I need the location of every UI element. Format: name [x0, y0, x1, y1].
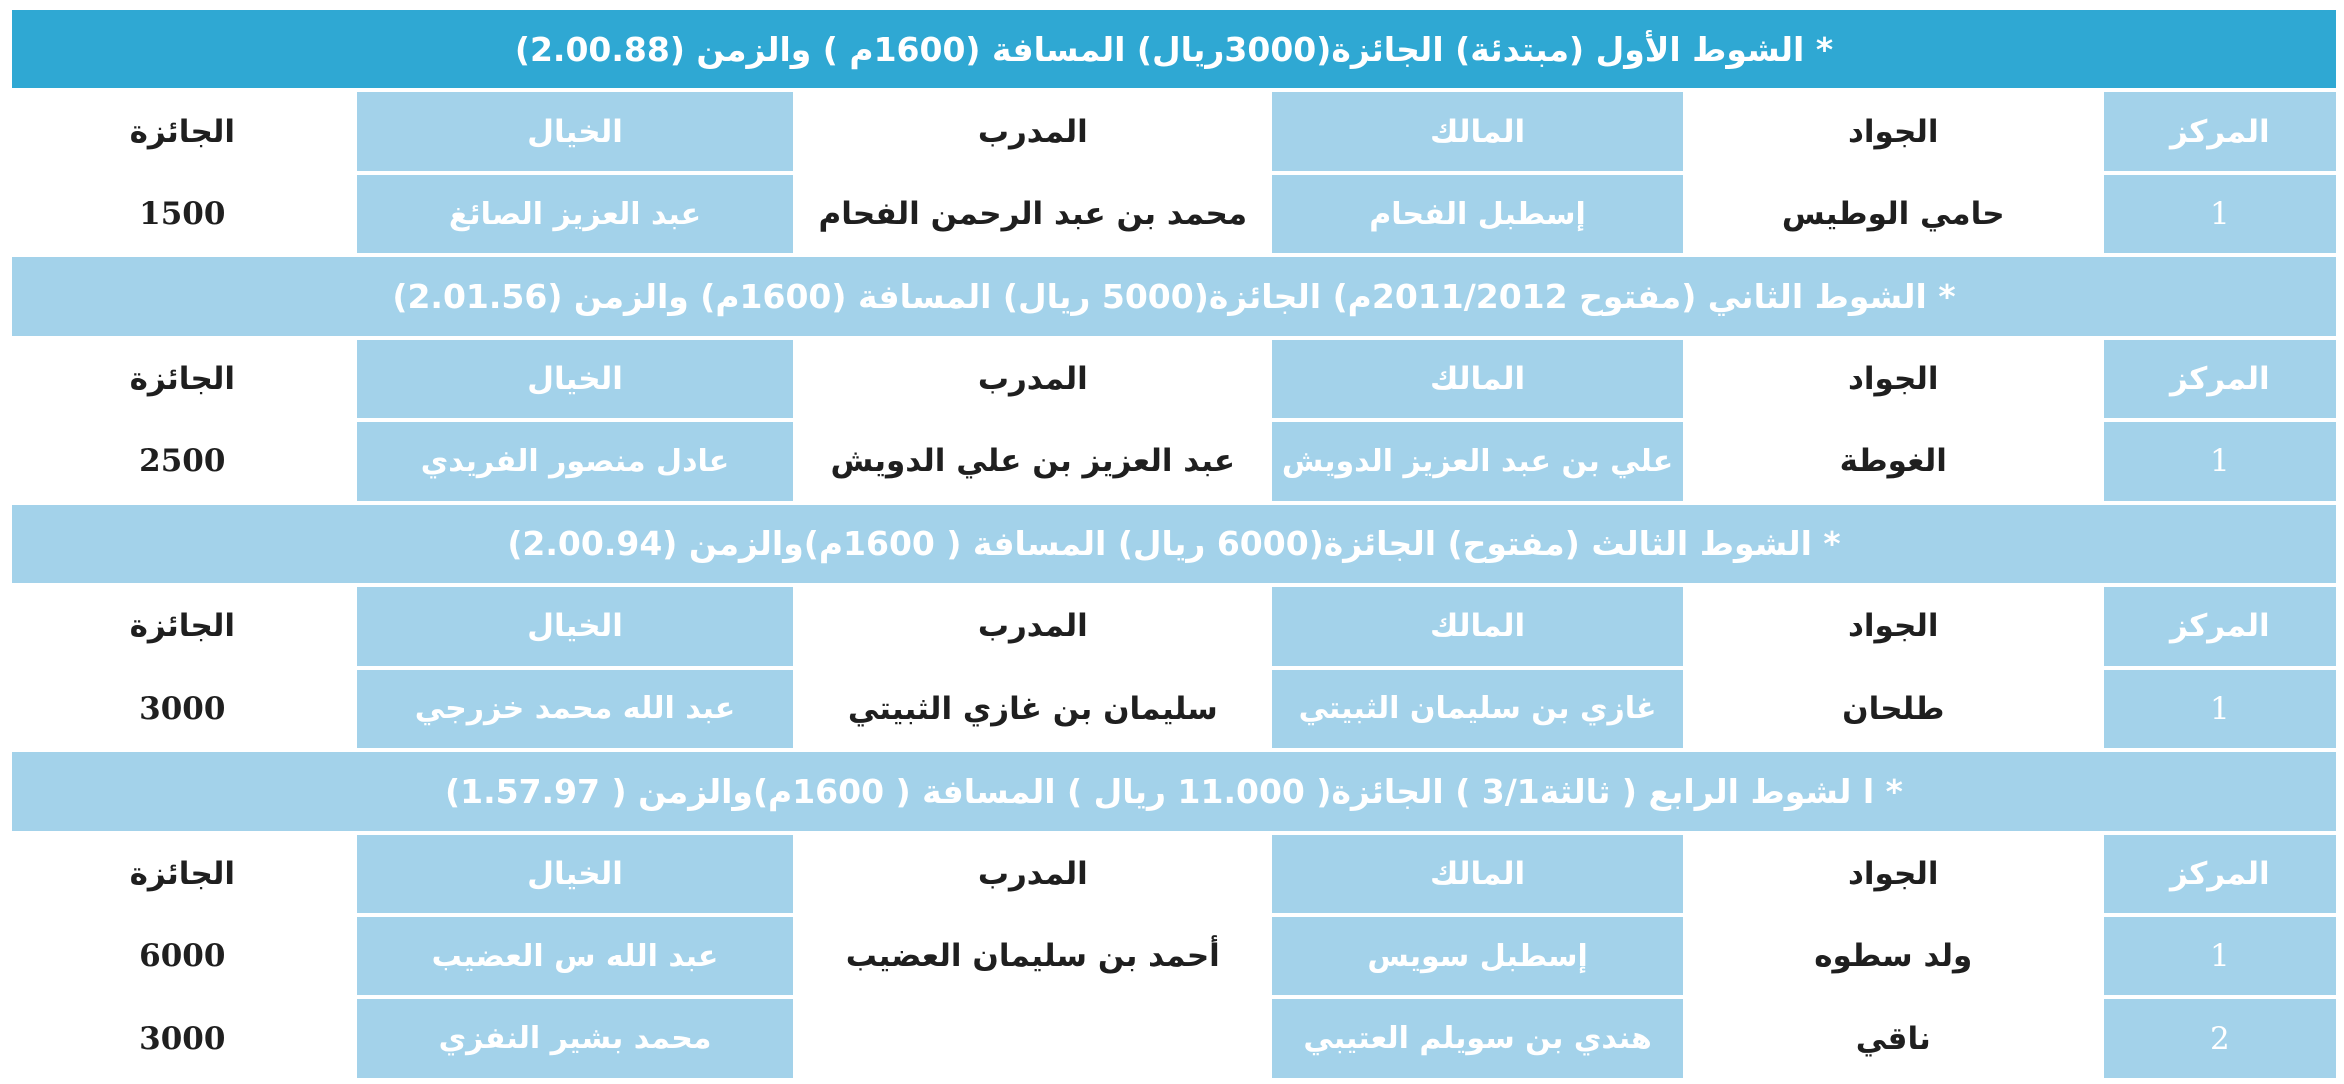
- header-prize: الجائزة: [12, 587, 353, 665]
- header-trainer: المدرب: [797, 92, 1268, 170]
- rank-cell: 1: [2104, 670, 2336, 748]
- trainer-cell: عبد العزيز بن علي الدويش: [797, 422, 1268, 500]
- header-horse: الجواد: [1687, 340, 2100, 418]
- result-row: [12, 422, 2336, 500]
- trainer-cell: أحمد بن سليمان العضيب: [797, 917, 1268, 995]
- prize-cell: 3000: [12, 999, 353, 1078]
- race-title-row: [12, 10, 2336, 88]
- prize-cell: 6000: [12, 917, 353, 995]
- owner-cell: علي بن عبد العزيز الدويش: [1272, 422, 1683, 500]
- race-title: * ا لشوط الرابع ( ثالثة3/1 ) الجائزة( 11.000 ريال ) المسافة ( 1600م)والزمن ( 1.57.97): [12, 752, 2336, 830]
- race-title: * الشوط الأول (مبتدئة) الجائزة(3000ريال) المسافة (1600م ) والزمن (2.00.88): [12, 10, 2336, 88]
- header-jockey: الخيال: [357, 835, 794, 913]
- header-rank: المركز: [2104, 835, 2336, 913]
- rank-cell: 1: [2104, 422, 2336, 500]
- race-title: * الشوط الثالث (مفتوح) الجائزة(6000 ريال) المسافة ( 1600م)والزمن (2.00.94): [12, 505, 2336, 583]
- header-prize: الجائزة: [12, 340, 353, 418]
- race-title: * الشوط الثاني (مفتوح 2011/2012م) الجائزة(5000 ريال) المسافة (1600م) والزمن (2.01.56): [12, 257, 2336, 335]
- header-horse: الجواد: [1687, 835, 2100, 913]
- column-header-row: [12, 92, 2336, 170]
- header-jockey: الخيال: [357, 92, 794, 170]
- trainer-cell: محمد بن عبد الرحمن الفحام: [797, 175, 1268, 253]
- trainer-cell: [797, 999, 1268, 1078]
- owner-cell: غازي بن سليمان الثبيتي: [1272, 670, 1683, 748]
- prize-cell: 2500: [12, 422, 353, 500]
- jockey-cell: عادل منصور الفريدي: [357, 422, 794, 500]
- rank-cell: 1: [2104, 917, 2336, 995]
- race-title-row: [12, 257, 2336, 335]
- header-trainer: المدرب: [797, 835, 1268, 913]
- trainer-cell: سليمان بن غازي الثبيتي: [797, 670, 1268, 748]
- prize-cell: 1500: [12, 175, 353, 253]
- owner-cell: إسطبل الفحام: [1272, 175, 1683, 253]
- header-trainer: المدرب: [797, 340, 1268, 418]
- race-results-table: [8, 6, 2340, 1082]
- rank-cell: 2: [2104, 999, 2336, 1078]
- header-jockey: الخيال: [357, 587, 794, 665]
- result-row: [12, 917, 2336, 995]
- header-horse: الجواد: [1687, 587, 2100, 665]
- owner-cell: إسطبل سويس: [1272, 917, 1683, 995]
- header-prize: الجائزة: [12, 92, 353, 170]
- header-trainer: المدرب: [797, 587, 1268, 665]
- horse-cell: حامي الوطيس: [1687, 175, 2100, 253]
- header-jockey: الخيال: [357, 340, 794, 418]
- column-header-row: [12, 835, 2336, 913]
- horse-cell: طلحان: [1687, 670, 2100, 748]
- header-rank: المركز: [2104, 587, 2336, 665]
- owner-cell: هندي بن سويلم العتيبي: [1272, 999, 1683, 1078]
- header-owner: المالك: [1272, 340, 1683, 418]
- prize-cell: 3000: [12, 670, 353, 748]
- result-row: [12, 999, 2336, 1078]
- result-row: [12, 670, 2336, 748]
- header-owner: المالك: [1272, 587, 1683, 665]
- header-owner: المالك: [1272, 92, 1683, 170]
- race-title-row: [12, 752, 2336, 830]
- header-prize: الجائزة: [12, 835, 353, 913]
- header-rank: المركز: [2104, 92, 2336, 170]
- jockey-cell: عبد العزيز الصائغ: [357, 175, 794, 253]
- rank-cell: 1: [2104, 175, 2336, 253]
- header-owner: المالك: [1272, 835, 1683, 913]
- jockey-cell: محمد بشير النفزي: [357, 999, 794, 1078]
- column-header-row: [12, 340, 2336, 418]
- horse-cell: الغوطة: [1687, 422, 2100, 500]
- horse-cell: ناقي: [1687, 999, 2100, 1078]
- column-header-row: [12, 587, 2336, 665]
- header-rank: المركز: [2104, 340, 2336, 418]
- race-title-row: [12, 505, 2336, 583]
- jockey-cell: عبد الله محمد خزرجي: [357, 670, 794, 748]
- result-row: [12, 175, 2336, 253]
- horse-cell: ولد سطوه: [1687, 917, 2100, 995]
- header-horse: الجواد: [1687, 92, 2100, 170]
- jockey-cell: عبد الله س العضيب: [357, 917, 794, 995]
